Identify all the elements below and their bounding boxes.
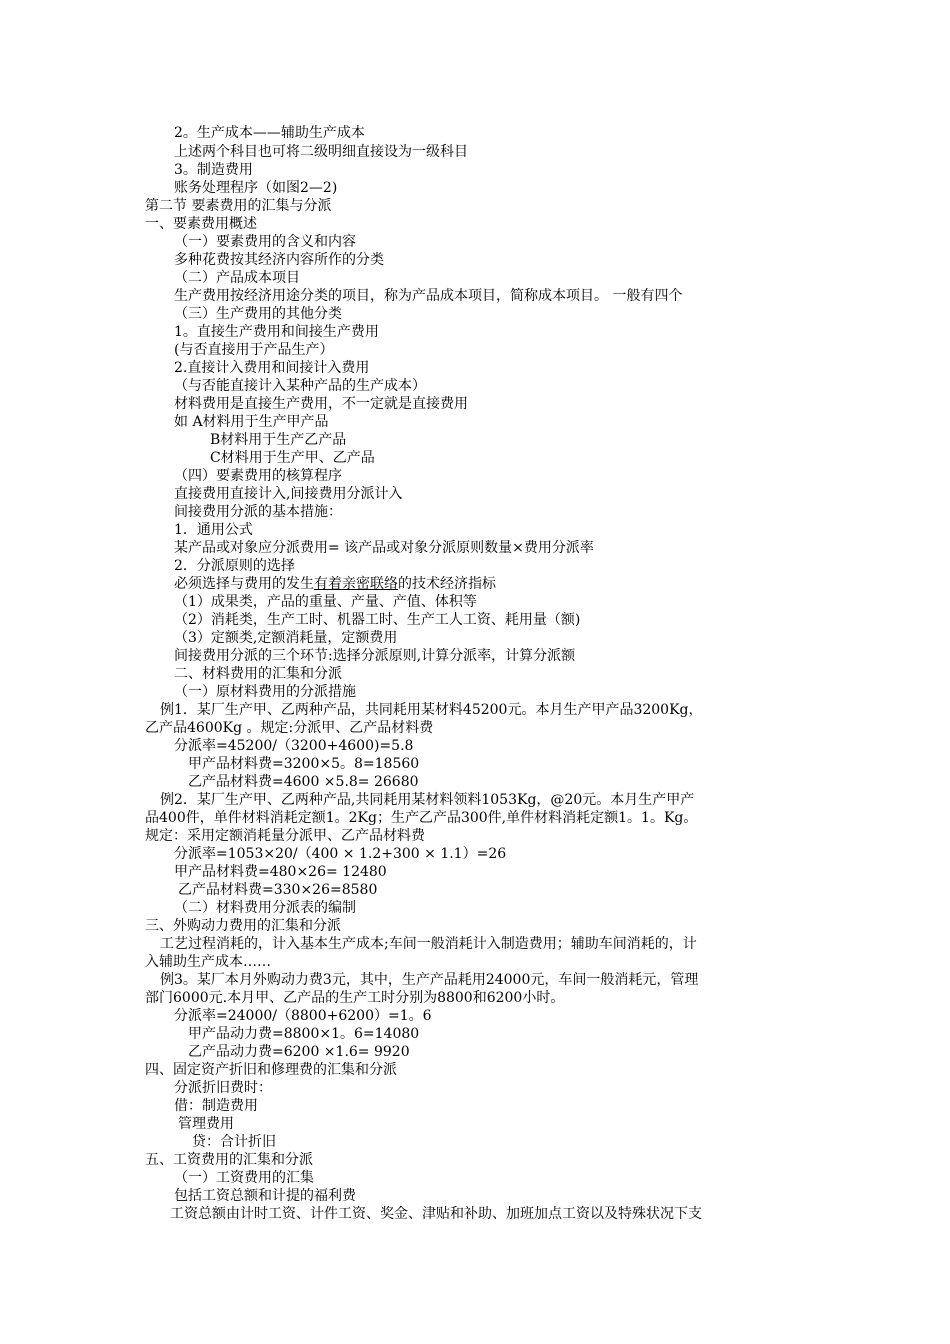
text-line: B材料用于生产乙产品 (210, 432, 347, 448)
subheading: （三）生产费用的其他分类 (174, 306, 342, 322)
subheading: （一）原材料费用的分派措施 (174, 684, 356, 700)
formula-line: 甲产品动力费=8800×1。6=14080 (188, 1026, 420, 1042)
text-line: 2．分派原则的选择 (174, 558, 295, 574)
formula-line: 乙产品材料费=4600 ×5.8= 26680 (188, 774, 419, 790)
text-line: 工艺过程消耗的，计入基本生产成本;车间一般消耗计入制造费用；辅助车间消耗的，计 (160, 936, 697, 952)
text-line: 3。制造费用 (174, 162, 253, 178)
formula-line: 乙产品材料费=330×26=8580 (178, 882, 378, 898)
text-line: （2）消耗类，生产工时、机器工时、生产工人工资、耗用量（额) (174, 612, 581, 628)
example-line: 例1．某厂生产甲、乙两种产品，共同耗用某材料45200元。本月生产甲产品3200Kg， (160, 702, 703, 718)
text-line: 如 A材料用于生产甲产品 (174, 414, 329, 430)
section-heading: 五、工资费用的汇集和分派 (145, 1152, 313, 1168)
formula-line: 某产品或对象应分派费用= 该产品或对象分派原则数量×费用分派率 (174, 540, 594, 556)
text-line: 2.直接计入费用和间接计入费用 (174, 360, 370, 376)
text-line: 入辅助生产成本…… (145, 954, 271, 970)
section-heading: 第二节 要素费用的汇集与分派 (145, 198, 332, 214)
subheading: 二、材料费用的汇集和分派 (174, 666, 342, 682)
text-line: (与否直接用于产品生产） (174, 342, 334, 358)
text-span: 的技术经济指标 (398, 576, 496, 592)
text-line: 2。生产成本——辅助生产成本 (174, 125, 365, 141)
subheading: （二）产品成本项目 (174, 270, 300, 286)
example-line: 例2．某厂生产甲、乙两种产品,共同耗用某材料领料1053Kg，@20元。本月生产甲产 (160, 792, 695, 808)
subheading: （四）要素费用的核算程序 (174, 468, 342, 484)
formula-line: 甲产品材料费=3200×5。8=18560 (188, 756, 420, 772)
text-line: （3）定额类,定额消耗量，定额费用 (174, 630, 398, 646)
section-heading: 四、固定资产折旧和修理费的汇集和分派 (145, 1062, 397, 1078)
text-line: 材料费用是直接生产费用，不一定就是直接费用 (174, 396, 468, 412)
formula-line: 乙产品动力费=6200 ×1.6= 9920 (188, 1044, 410, 1060)
formula-line: 分派率=1053×20/（400 × 1.2+300 × 1.1）=26 (174, 846, 507, 862)
text-line: 贷：合计折旧 (192, 1134, 276, 1150)
text-line: 包括工资总额和计提的福利费 (174, 1188, 356, 1204)
example-line: 部门6000元.本月甲、乙产品的生产工时分别为8800和6200小时。 (145, 990, 565, 1006)
text-line: 管理费用 (178, 1116, 234, 1132)
text-line: 分派折旧费时： (174, 1080, 272, 1096)
section-heading: 三、外购动力费用的汇集和分派 (145, 918, 341, 934)
text-line: 借：制造费用 (174, 1098, 258, 1114)
text-line: 生产费用按经济用途分类的项目，称为产品成本项目，简称成本项目。 一般有四个 (174, 288, 683, 304)
subheading: （一）要素费用的含义和内容 (174, 234, 356, 250)
text-line: C材料用于生产甲、乙产品 (210, 450, 375, 466)
example-line: 例3。某厂本月外购动力费3元，其中，生产产品耗用24000元，车间一般消耗元，管理 (160, 972, 699, 988)
formula-line: 甲产品材料费=480×26= 12480 (174, 864, 387, 880)
text-line: 工资总额由计时工资、计件工资、奖金、津贴和补助、加班加点工资以及特殊状况下支 (170, 1206, 702, 1222)
example-line: 规定：采用定额消耗量分派甲、乙产品材料费 (145, 828, 425, 844)
subheading: （二）材料费用分派表的编制 (174, 900, 356, 916)
text-line: 上述两个科目也可将二级明细直接设为一级科目 (174, 144, 468, 160)
formula-line: 分派率=24000/（8800+6200）=1。6 (174, 1008, 432, 1024)
formula-line: 分派率=45200/（3200+4600)=5.8 (174, 738, 414, 754)
text-line: 1．通用公式 (174, 522, 253, 538)
example-line: 乙产品4600Kg 。规定:分派甲、乙产品材料费 (145, 720, 434, 736)
example-line: 品400件，单件材料消耗定额1。2Kg；生产乙产品300件,单件材料消耗定额1。1。Kg。 (145, 810, 698, 826)
text-line: 间接费用分派的基本措施： (174, 504, 342, 520)
text-line (174, 575, 496, 593)
text-line: （与否能直接计入某种产品的生产成本） (174, 378, 426, 394)
text-line: 间接费用分派的三个环节:选择分派原则,计算分派率，计算分派额 (174, 648, 576, 664)
text-line: 直接费用直接计入,间接费用分派计入 (174, 486, 403, 502)
underlined-text: 有着亲密联络 (314, 576, 398, 592)
text-line: 1。直接生产费用和间接生产费用 (174, 324, 379, 340)
text-line: 账务处理程序（如图2—2) (174, 180, 338, 196)
section-heading: 一、要素费用概述 (145, 216, 257, 232)
subheading: （一）工资费用的汇集 (174, 1170, 314, 1186)
text-line: （1）成果类，产品的重量、产量、产值、体积等 (174, 594, 477, 610)
text-span: 必须选择与费用的发生 (174, 576, 314, 592)
text-line: 多种花费按其经济内容所作的分类 (174, 252, 384, 268)
